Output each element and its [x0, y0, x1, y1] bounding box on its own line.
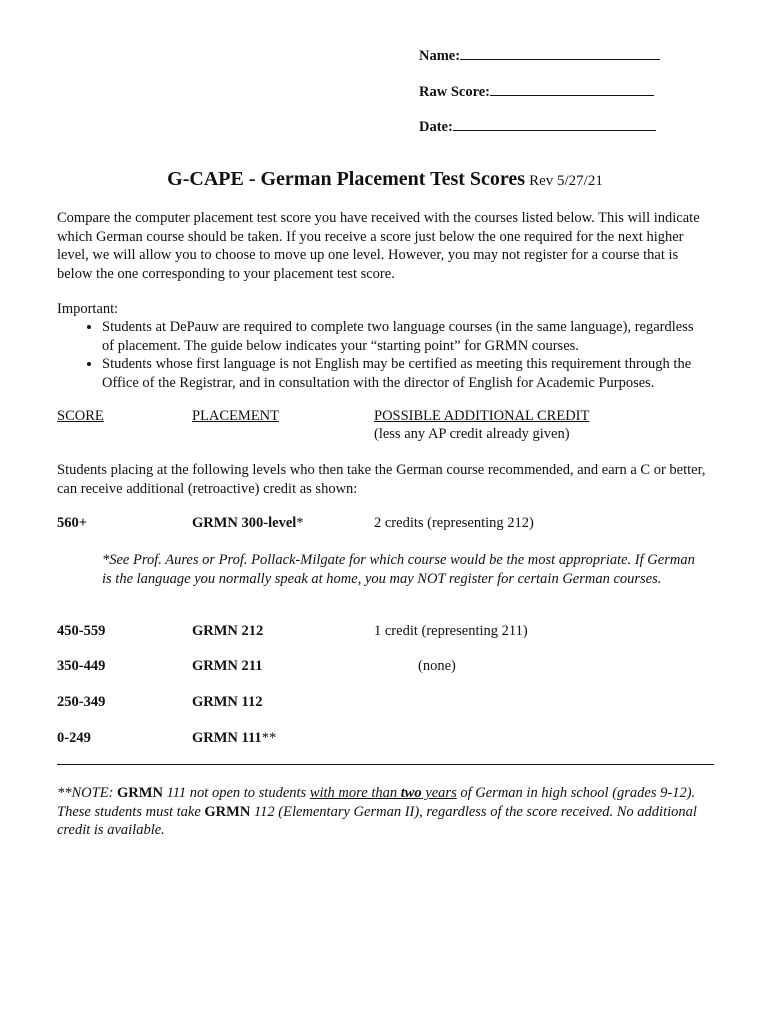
score-cell: 250-349 — [57, 694, 106, 710]
title-main: G-CAPE - German Placement Test Scores — [167, 168, 526, 190]
table-row — [57, 730, 707, 750]
name-label: Name: — [419, 48, 461, 64]
page-title — [0, 168, 770, 191]
intro-paragraph: Compare the computer placement test score you have received with the courses listed below. This will indicate which German course should be taken. If you receive a score just below the one required for the next higher level, we will allow you to choose to move up one level. However, you may not register for a course that is below the one corresponding to your placement test score. — [57, 210, 700, 282]
date-blank[interactable] — [453, 118, 656, 131]
table-row — [57, 694, 707, 714]
score-cell: 0-249 — [57, 730, 91, 746]
divider — [57, 764, 714, 765]
credit-header: POSSIBLE ADDITIONAL CREDIT — [374, 408, 590, 424]
raw-score-field — [419, 83, 654, 101]
table-header — [57, 408, 707, 428]
placement-cell: GRMN 212 — [192, 623, 264, 639]
placement-header: PLACEMENT — [192, 408, 279, 424]
score-header: SCORE — [57, 408, 104, 424]
raw-score-blank[interactable] — [490, 83, 654, 96]
placement-cell: GRMN 111** — [192, 730, 277, 746]
raw-score-label: Raw Score: — [419, 84, 491, 100]
score-cell: 560+ — [57, 515, 88, 531]
placement-cell: GRMN 300-level* — [192, 515, 304, 531]
table-row — [57, 623, 707, 643]
table-header-sub — [57, 426, 707, 446]
name-field — [419, 47, 660, 65]
important-bullet: • Students at DePauw are required to complete two language courses (in the same language), regardless of placement. The guide below indicates your “starting point” for GRMN courses. — [102, 318, 707, 355]
placement-note: *See Prof. Aures or Prof. Pollack-Milgate for which course would be the most appropriate. If German is the language you normally speak at home, you may NOT register for certain German courses. — [102, 552, 695, 587]
date-field — [419, 118, 656, 136]
credit-cell: (none) — [418, 658, 456, 674]
credit-cell: 2 credits (representing 212) — [374, 515, 534, 531]
date-label: Date: — [419, 119, 453, 135]
title-revision: Rev 5/27/21 — [529, 173, 603, 189]
important-heading: Important: — [57, 301, 119, 317]
score-cell: 350-449 — [57, 658, 106, 674]
footnote: **NOTE: GRMN 111 not open to students with more than two years of German in high school (grades 9-12). These students must take GRMN 112 (Elementary German II), regardless of the score received. No additional credit is available. — [57, 785, 697, 838]
table-preface: Students placing at the following levels who then take the German course recommended, and earn a C or better, can receive additional (retroactive) credit as shown: — [57, 462, 706, 497]
important-bullet: • Students whose first language is not English may be certified as meeting this requirement through the Office of the Registrar, and in consultation with the director of English for Academic Purposes. — [102, 355, 707, 392]
table-row — [57, 515, 707, 535]
credit-header-sub: (less any AP credit already given) — [374, 426, 570, 442]
table-row — [57, 658, 707, 678]
score-cell: 450-559 — [57, 623, 106, 639]
important-list — [57, 318, 707, 392]
name-blank[interactable] — [460, 47, 660, 60]
placement-cell: GRMN 112 — [192, 694, 263, 710]
credit-cell: 1 credit (representing 211) — [374, 623, 528, 639]
placement-cell: GRMN 211 — [192, 658, 263, 674]
